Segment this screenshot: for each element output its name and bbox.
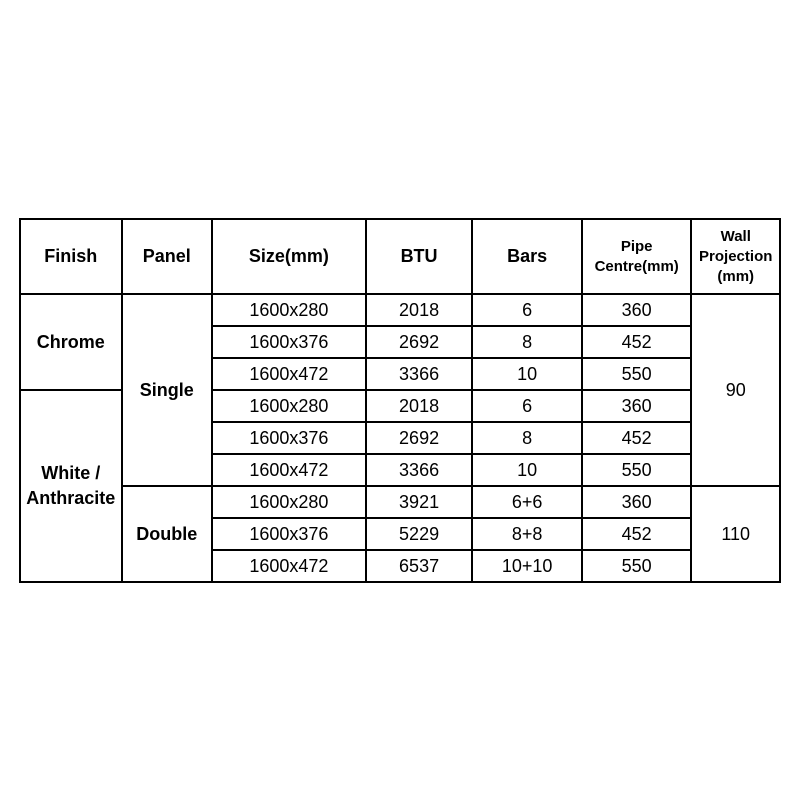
panel-single: Single [122,294,212,486]
cell-pipe: 550 [582,358,692,390]
finish-chrome: Chrome [20,294,122,390]
header-pipe-line1: Pipe [620,237,653,255]
cell-btu: 3366 [366,358,473,390]
cell-pipe: 452 [582,326,692,358]
header-size: Size(mm) [212,219,366,294]
cell-pipe: 550 [582,454,692,486]
cell-bars: 6+6 [472,486,582,518]
cell-size: 1600x280 [212,486,366,518]
cell-btu: 3366 [366,454,473,486]
cell-size: 1600x376 [212,518,366,550]
cell-bars: 10 [472,454,582,486]
cell-pipe: 452 [582,518,692,550]
wall-projection-single: 90 [691,294,780,486]
finish-white-anthracite [20,390,122,582]
cell-bars: 8 [472,422,582,454]
wall-projection-double: 110 [691,486,780,582]
finish-white-line1: White / [41,463,101,483]
header-finish: Finish [20,219,122,294]
cell-pipe: 360 [582,486,692,518]
cell-btu: 2018 [366,390,473,422]
header-row [20,219,780,294]
cell-btu: 2692 [366,326,473,358]
cell-btu: 2018 [366,294,473,326]
cell-size: 1600x376 [212,326,366,358]
table-row [20,294,780,326]
cell-pipe: 360 [582,294,692,326]
cell-size: 1600x280 [212,294,366,326]
radiator-spec-table [19,218,781,583]
cell-size: 1600x376 [212,422,366,454]
header-btu: BTU [366,219,473,294]
cell-bars: 8+8 [472,518,582,550]
cell-pipe: 360 [582,390,692,422]
cell-bars: 6 [472,390,582,422]
header-wall-line1: Wall [720,227,751,245]
header-bars: Bars [472,219,582,294]
cell-btu: 2692 [366,422,473,454]
header-pipe-centre [582,219,692,294]
cell-size: 1600x472 [212,550,366,582]
cell-bars: 6 [472,294,582,326]
cell-btu: 5229 [366,518,473,550]
finish-white-line2: Anthracite [26,488,116,508]
cell-bars: 8 [472,326,582,358]
cell-bars: 10 [472,358,582,390]
header-pipe-line2: Centre(mm) [594,257,679,275]
header-wall-line3: (mm) [717,267,755,285]
cell-bars: 10+10 [472,550,582,582]
cell-pipe: 550 [582,550,692,582]
table-row [20,486,780,518]
cell-btu: 3921 [366,486,473,518]
cell-size: 1600x472 [212,454,366,486]
panel-double: Double [122,486,212,582]
cell-btu: 6537 [366,550,473,582]
cell-size: 1600x280 [212,390,366,422]
cell-size: 1600x472 [212,358,366,390]
cell-pipe: 452 [582,422,692,454]
header-wall-projection [691,219,780,294]
header-panel: Panel [122,219,212,294]
header-wall-line2: Projection [699,247,773,265]
